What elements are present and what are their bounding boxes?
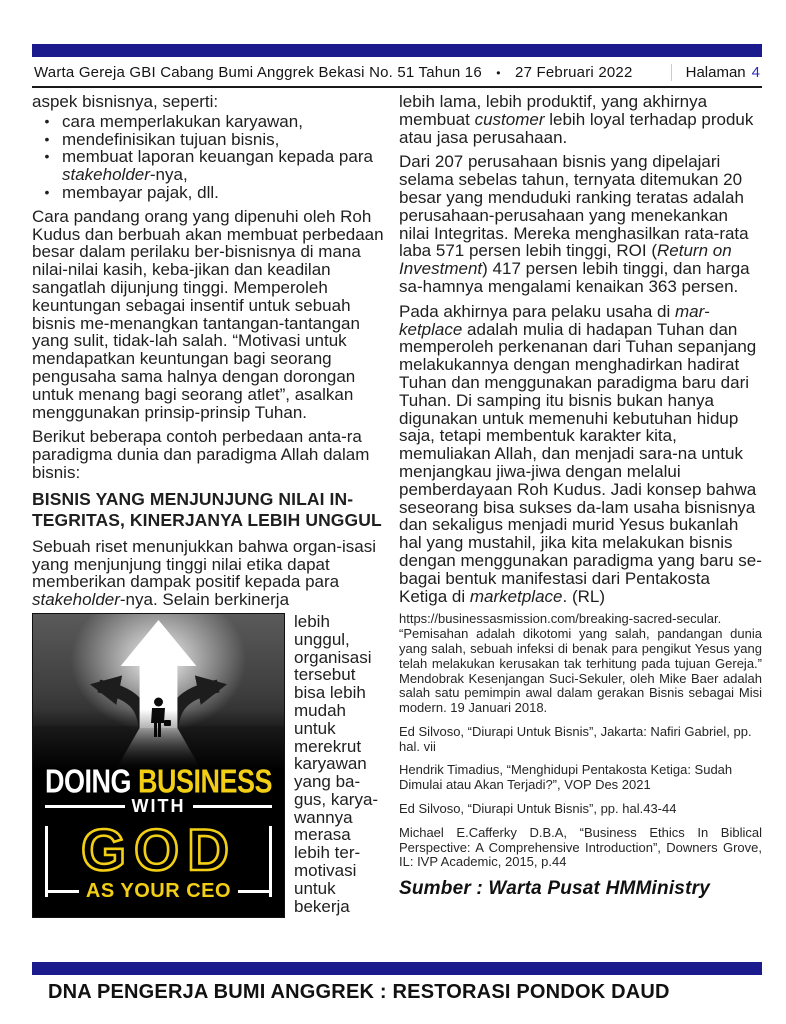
paragraph-pada-akhirnya: Pada akhirnya para pelaku usaha di mar-ketplace adalah mulia di hadapan Tuhan dan memperoleh perkenanan dari Tuhan sepanjang melakukannya dengan menghadirkan hadirat Tuhan dan menggunakan paradigma baru dari Tuhan. Di samping itu bisnis bukan hanya digunakan untuk memenuhi kebutuhan hidup saja, tetapi membentuk karakter kita, memuliakan Allah, dan menjadi sara-na untuk menjangkau jiwa-jiwa dengan melalui pemberdayaan Roh Kudus. Jadi konsep bahwa seseorang bisa sukses da-lam usaha bisnisnya dan sekaligus menjadi murid Yesus bukanlah hal yang mustahil, jika kita melakukan bisnis dengan menggunakan paradigma yang baru se-bagai bentuk manifestasi dari Pentakosta Ketiga di marketplace. (RL) <box>399 301 762 606</box>
bullet-icon: • <box>44 130 50 147</box>
page-content <box>32 44 762 918</box>
header <box>32 57 762 86</box>
left-column <box>32 93 388 918</box>
list-item-text: membayar pajak, dll. <box>62 182 219 202</box>
business-aspects-list <box>32 113 388 202</box>
list-item <box>32 148 388 184</box>
list-item <box>32 113 388 131</box>
page-number-value: 4 <box>751 64 760 81</box>
bullet-icon: • <box>44 112 50 129</box>
footer-headline: DNA PENGERJA BUMI ANGGREK : RESTORASI PONDOK DAUD <box>48 981 670 1003</box>
page-number-label: Halaman <box>685 64 746 81</box>
poster-word-with: WITH <box>131 795 186 816</box>
bullet-icon: • <box>44 148 50 165</box>
paragraph-lebih-lama: lebih lama, lebih produktif, yang akhirnya membuat customer lebih loyal terhadap produk atau jasa perusahaan. <box>399 92 754 147</box>
newsletter-title <box>34 64 671 81</box>
footnote-hendrik-timadius: Hendrik Timadius, “Menghidupi Pentakosta Ketiga: Sudah Dimulai atau Akan Terjadi?”, VOP Des 2021 <box>399 762 733 793</box>
poster-with-row <box>45 795 272 816</box>
poster-word-ceo: AS YOUR CEO <box>85 879 232 902</box>
footnotes <box>399 612 762 870</box>
footnote-ed-silvoso-2: Ed Silvoso, “Diurapi Untuk Bisnis”, pp. hal.43-44 <box>399 801 677 817</box>
footer-navy-bar <box>32 962 762 975</box>
list-item <box>32 184 388 202</box>
page-number-cell <box>671 64 760 81</box>
two-column-body <box>32 88 762 918</box>
poster-word-god: GOD <box>80 817 237 882</box>
poster-word-doing: DOING <box>45 762 132 800</box>
section-heading: BISNIS YANG MENJUNJUNG NILAI IN-TEGRITAS, KINERJANYA LEBIH UNGGUL <box>32 488 382 530</box>
footnote-businessasmission: https://businessasmission.com/breaking-sacred-secular. “Pemisahan adalah dikotomi yang salah, pandangan dunia yang salah, sebuah infeksi di benak para pengikut Yesus yang telah melakukan kerusakan tak terhitung pada tujuan Gereja.” Mendobrak Kesenjangan Suci-Sekuler, oleh Mike Baer adalah salah satu pemimpin awal dalam gerakan Bisnis sebagai Misi modern. 19 Januari 2018. <box>399 611 762 716</box>
intro-line: aspek bisnisnya, seperti: <box>32 92 219 111</box>
footnote-ed-silvoso-1: Ed Silvoso, “Diurapi Untuk Bisnis”, Jakarta: Nafiri Gabriel, pp. hal. vii <box>399 723 752 754</box>
header-separator-dot: • <box>496 66 501 80</box>
list-item-text: cara memperlakukan karyawan, <box>62 111 303 131</box>
poster-word-business: BUSINESS <box>138 762 273 800</box>
frame-line-right <box>193 805 273 808</box>
poster-ceo-row <box>45 879 272 902</box>
list-item <box>32 131 388 149</box>
newsletter-title-text: Warta Gereja GBI Cabang Bumi Anggrek Bekasi No. 51 Tahun 16 <box>34 64 482 81</box>
bottom-fade <box>33 614 284 768</box>
list-item-text: membuat laporan keuangan kepada para stakeholder-nya, <box>62 147 373 185</box>
header-navy-bar <box>32 44 762 57</box>
frame-line-left <box>45 805 125 808</box>
footnote-michael-cafferky: Michael E.Cafferky D.B.A, “Business Ethics In Biblical Perspective: A Comprehensive Introduction”, Downers Grove, IL: IVP Academic, 2015, p.44 <box>399 824 762 870</box>
bullet-icon: • <box>44 183 50 200</box>
right-column <box>399 93 762 918</box>
poster-and-wrap-row <box>32 613 388 918</box>
newsletter-date: 27 Februari 2022 <box>515 64 633 81</box>
paragraph-sebuah-riset: Sebuah riset menunjukkan bahwa organ-isasi yang menjunjung tinggi nilai etika dapat memberikan dampak positif kepada para stakeholder-nya. Selain berkinerja <box>32 536 376 610</box>
frame-line-bottom-right <box>238 890 272 893</box>
paragraph-dari-207: Dari 207 perusahaan bisnis yang dipelajari selama sebelas tahun, ternyata ditemukan 20 besar yang menduduki ranking teratas adalah perusahaan-perusahaan yang menekankan nilai Integritas. Mereka menghasilkan rata-rata laba 571 persen lebih tinggi, ROI (Return on Investment) 417 persen lebih tinggi, dan harga sa-hamnya mengalami kenaikan 363 persen. <box>399 152 750 296</box>
paragraph-berikut: Berikut beberapa contoh perbedaan anta-ra paradigma dunia dan paradigma Allah dalam bisnis: <box>32 427 370 482</box>
frame-line-bottom-left <box>45 890 79 893</box>
poster-title-doing-business <box>45 762 273 800</box>
list-item-text: mendefinisikan tujuan bisnis, <box>62 129 280 149</box>
poster-image <box>32 613 285 918</box>
paragraph-cara-pandang: Cara pandang orang yang dipenuhi oleh Roh Kudus dan berbuah akan membuat perbedaan besar dalam perilaku ber-bisnisnya di mana nilai-nilai kasih, keba-jikan dan keadilan sangatlah dijunjung tinggi. Memperoleh keuntungan sebagai insentif untuk sebuah bisnis me-menangkan tantangan-tantangan yang sulit, tidak-lah salah. “Motivasi untuk mendapatkan keuntungan bagi seorang pengusaha sama halnya dengan dorongan untuk menang bagi seorang atlet”, asalkan menggunakan prinsip-prinsip Tuhan. <box>32 206 384 422</box>
poster-text-block <box>33 762 284 917</box>
wrap-around-text: lebih unggul, organisasi tersebut bisa lebih mudah untuk merekrut karyawan yang ba-gus, karya-wannya merasa lebih ter-motivasi untuk bekerja <box>294 611 379 916</box>
poster-god-wordmark <box>53 818 265 882</box>
source-attribution: Sumber : Warta Pusat HMMinistry <box>399 878 710 900</box>
poster-scene <box>33 614 284 768</box>
